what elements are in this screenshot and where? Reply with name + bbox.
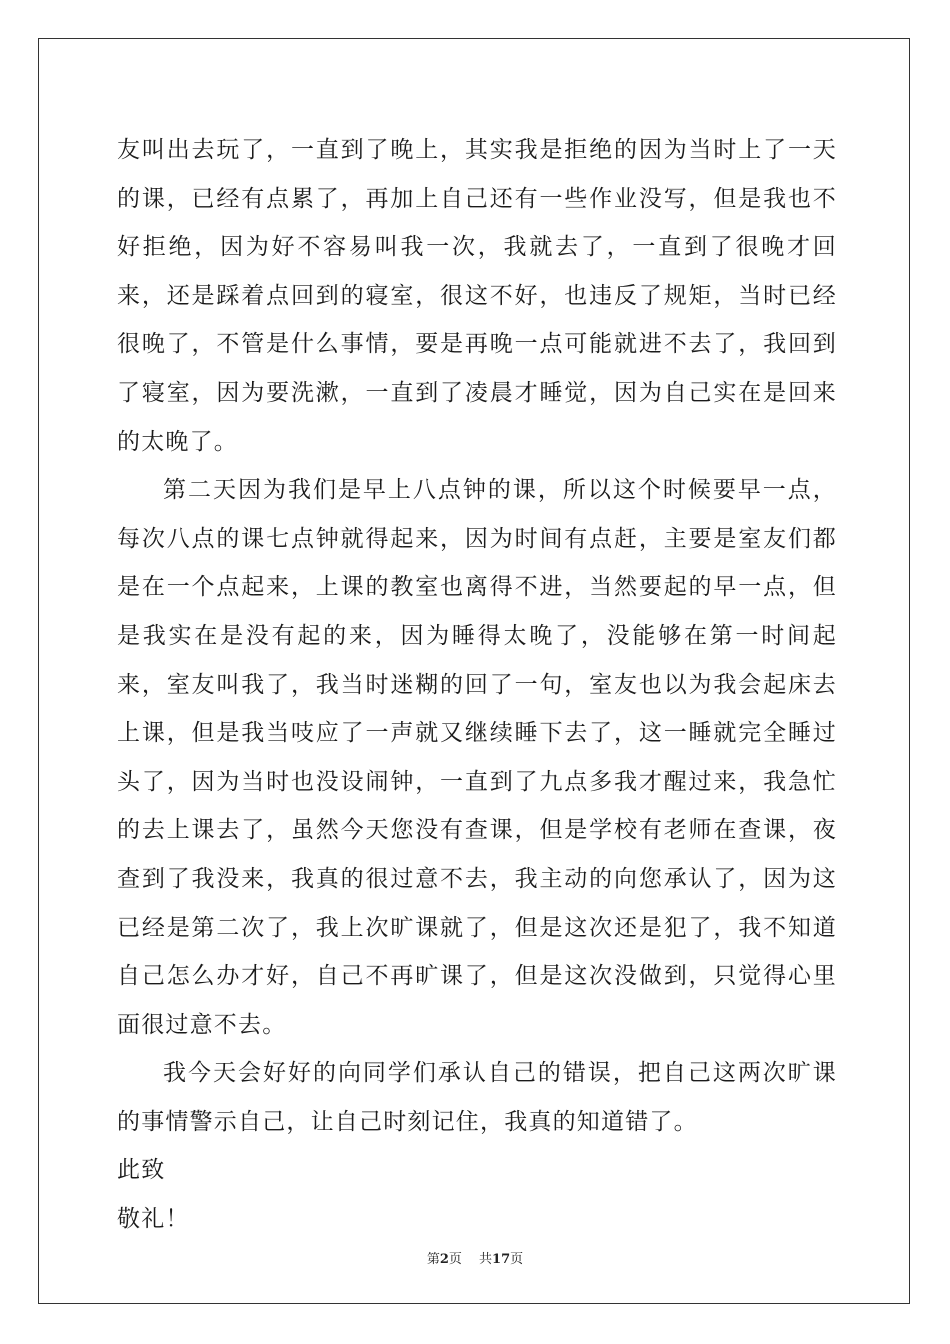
paragraph-1: 友叫出去玩了，一直到了晚上，其实我是拒绝的因为当时上了一天的课，已经有点累了，再加上自己还有一些作业没写，但是我也不好拒绝，因为好不容易叫我一次，我就去了，一直到了很晚才回来，还是踩着点回到的寝室，很这不好，也违反了规矩，当时已经很晚了，不管是什么事情，要是再晚一点可能就进不去了，我回到了寝室，因为要洗漱，一直到了凌晨才睡觉，因为自己实在是回来的太晚了。 <box>117 137 837 455</box>
closing-salutation: 此致 <box>117 1157 166 1184</box>
footer-middle: 页 共 <box>448 1252 493 1267</box>
paragraph-3: 我今天会好好的向同学们承认自己的错误，把自己这两次旷课的事情警示自己，让自己时刻记住，我真的知道错了。 <box>117 1060 837 1135</box>
paragraph-2: 第二天因为我们是早上八点钟的课，所以这个时候要早一点，每次八点的课七点钟就得起来，因为时间有点赶，主要是室友们都是在一个点起来，上课的教室也离得不进，当然要起的早一点，但是我实在是没有起的来，因为睡得太晚了，没能够在第一时间起来，室友叫我了，我当时迷糊的回了一句，室友也以为我会起床去上课，但是我当吱应了一声就又继续睡下去了，这一睡就完全睡过头了，因为当时也没设闹钟，一直到了九点多我才醒过来，我急忙的去上课去了，虽然今天您没有查课，但是学校有老师在查课，夜查到了我没来，我真的很过意不去，我主动的向您承认了，因为这已经是第二次了，我上次旷课就了，但是这次还是犯了，我不知道自己怎么办才好，自己不再旷课了，但是这次没做到，只觉得心里面很过意不去。 <box>117 477 837 1038</box>
page-footer <box>0 1248 950 1267</box>
letter-body <box>117 126 837 1244</box>
footer-total-pages: 17 <box>492 1252 511 1267</box>
footer-prefix: 第 <box>426 1252 440 1267</box>
footer-suffix: 页 <box>510 1252 524 1267</box>
closing-regards: 敬礼！ <box>117 1206 190 1233</box>
footer-page-number: 2 <box>439 1252 449 1267</box>
